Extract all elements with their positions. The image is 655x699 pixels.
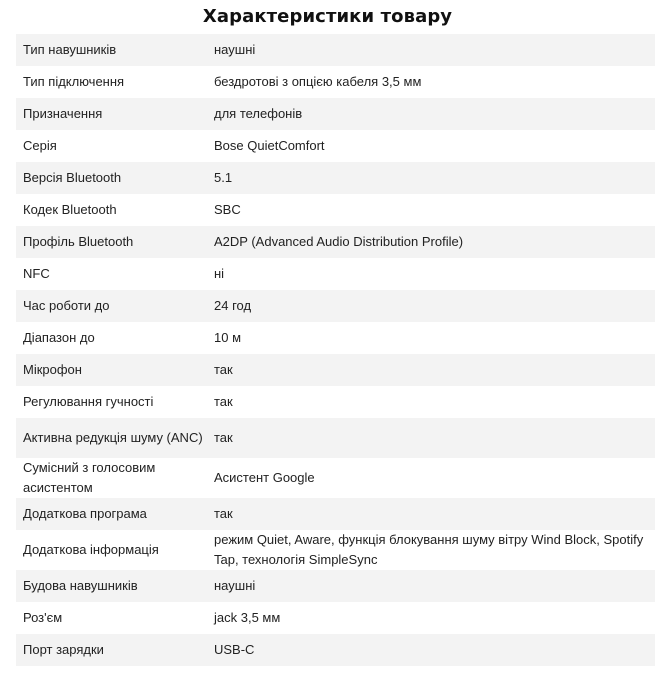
spec-value: 24 год xyxy=(207,290,655,322)
spec-label: Тип підключення xyxy=(16,66,207,98)
spec-label: Версія Bluetooth xyxy=(16,162,207,194)
table-row xyxy=(16,570,655,602)
page-title: Характеристики товару xyxy=(202,6,453,27)
specs-table xyxy=(16,34,655,666)
spec-label: Будова навушників xyxy=(16,570,207,602)
spec-value: наушні xyxy=(207,570,655,602)
spec-label: Час роботи до xyxy=(16,290,207,322)
spec-value: USB-C xyxy=(207,634,655,666)
spec-label: Додаткова інформація xyxy=(16,530,207,570)
spec-label: Серія xyxy=(16,130,207,162)
spec-value: 10 м xyxy=(207,322,655,354)
spec-value: так xyxy=(207,354,655,386)
table-row xyxy=(16,530,655,570)
table-row xyxy=(16,34,655,66)
spec-value: ні xyxy=(207,258,655,290)
spec-label: Порт зарядки xyxy=(16,634,207,666)
spec-label: Профіль Bluetooth xyxy=(16,226,207,258)
table-row xyxy=(16,66,655,98)
spec-value: бездротові з опцією кабеля 3,5 мм xyxy=(207,66,655,98)
spec-value: так xyxy=(207,498,655,530)
spec-value: jack 3,5 мм xyxy=(207,602,655,634)
spec-label: Роз'єм xyxy=(16,602,207,634)
spec-value: так xyxy=(207,386,655,418)
spec-label: Мікрофон xyxy=(16,354,207,386)
table-row xyxy=(16,226,655,258)
spec-value: Bose QuietComfort xyxy=(207,130,655,162)
table-row xyxy=(16,386,655,418)
table-row xyxy=(16,98,655,130)
spec-value: A2DP (Advanced Audio Distribution Profile) xyxy=(207,226,655,258)
table-row xyxy=(16,634,655,666)
table-row xyxy=(16,354,655,386)
spec-label: Регулювання гучності xyxy=(16,386,207,418)
table-row xyxy=(16,130,655,162)
spec-value: SBC xyxy=(207,194,655,226)
spec-label: Додаткова програма xyxy=(16,498,207,530)
table-row xyxy=(16,290,655,322)
table-row xyxy=(16,162,655,194)
spec-label: Призначення xyxy=(16,98,207,130)
spec-value: режим Quiet, Aware, функція блокування шуму вітру Wind Block, Spotify Tap, технологія SimpleSync xyxy=(207,530,655,570)
spec-label: Кодек Bluetooth xyxy=(16,194,207,226)
spec-label: Сумісний з голосовим асистентом xyxy=(16,458,207,498)
spec-value: для телефонів xyxy=(207,98,655,130)
spec-label: Активна редукція шуму (ANC) xyxy=(16,418,207,458)
spec-value: так xyxy=(207,418,655,458)
table-row xyxy=(16,458,655,498)
spec-value: 5.1 xyxy=(207,162,655,194)
table-row xyxy=(16,194,655,226)
spec-value: Асистент Google xyxy=(207,458,655,498)
table-row xyxy=(16,322,655,354)
table-row xyxy=(16,418,655,458)
table-row xyxy=(16,498,655,530)
spec-label: NFC xyxy=(16,258,207,290)
spec-value: наушні xyxy=(207,34,655,66)
spec-label: Тип навушників xyxy=(16,34,207,66)
table-row xyxy=(16,258,655,290)
spec-label: Діапазон до xyxy=(16,322,207,354)
table-row xyxy=(16,602,655,634)
